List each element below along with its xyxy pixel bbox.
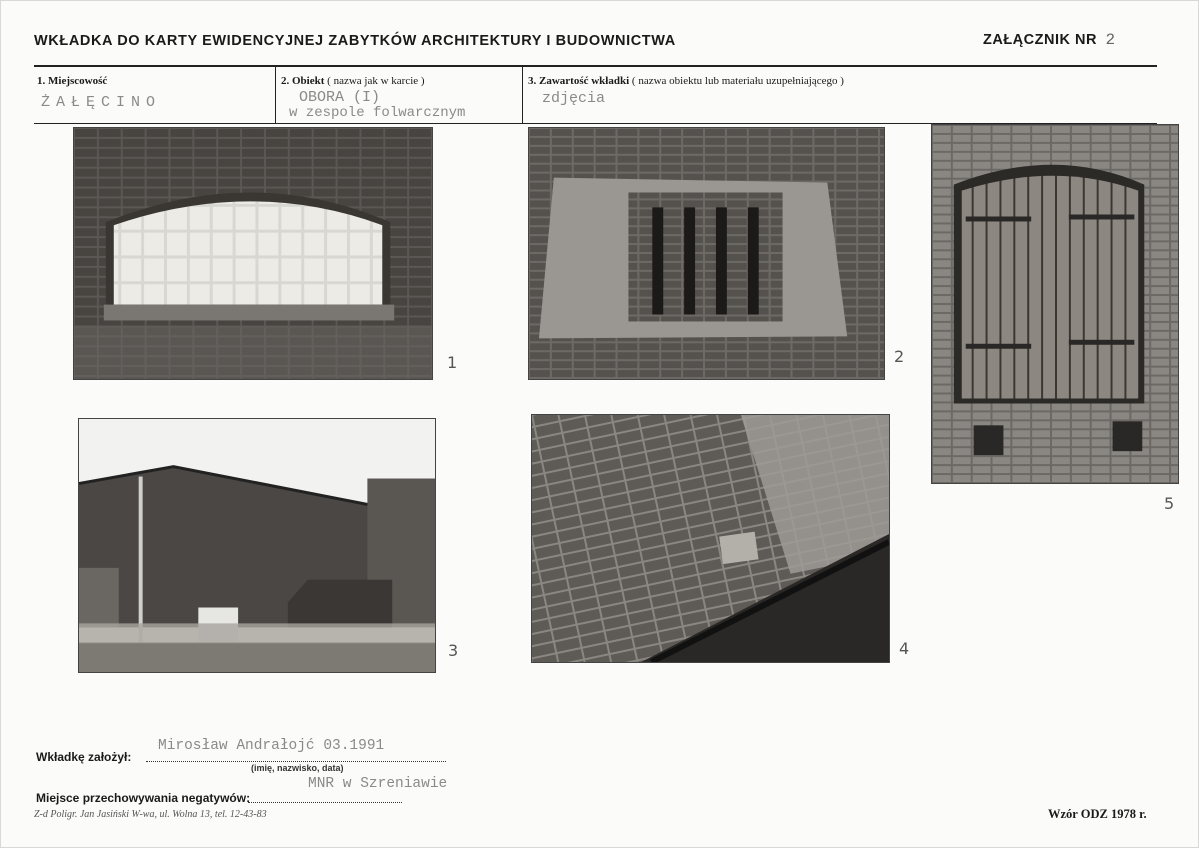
arched-window-photo — [73, 127, 433, 380]
negatives-dotted-line — [248, 802, 402, 803]
photo-number-4: 4 — [899, 639, 910, 658]
contents-value: zdjęcia — [542, 90, 606, 107]
photo-number-3: 3 — [448, 641, 459, 660]
photo-number-5: 5 — [1164, 494, 1175, 513]
created-by-value: Mirosław Andrałojć 03.1991 — [158, 738, 385, 754]
locality-label-text: 1. Miejscowość — [37, 75, 108, 87]
object-label-text: 2. Obiekt — [281, 75, 325, 87]
created-by-dotted-line — [146, 761, 446, 762]
object-label — [281, 75, 425, 87]
contents-label-text: 3. Zawartość wkładki — [528, 75, 630, 87]
annex-label — [983, 31, 1116, 49]
column-divider-1 — [275, 67, 276, 123]
sheet-title: WKŁADKA DO KARTY EWIDENCYJNEJ ZABYTKÓW ARCHITEKTURY I BUDOWNICTWA — [34, 33, 676, 49]
wooden-door-photo — [931, 124, 1179, 484]
contents-label — [528, 75, 844, 87]
photo-number-1: 1 — [447, 353, 458, 372]
barn-exterior-photo — [78, 418, 436, 673]
created-by-caption: (imię, nazwisko, data) — [251, 763, 344, 773]
negatives-location-value: MNR w Szreniawie — [308, 776, 448, 792]
created-by-label: Wkładkę założył: — [36, 750, 132, 764]
annex-label-text: ZAŁĄCZNIK NR — [983, 32, 1097, 48]
printer-imprint: Z-d Poligr. Jan Jasiński W-wa, ul. Wolna 13, tel. 12-43-83 — [34, 809, 267, 820]
table-top-rule — [34, 65, 1157, 67]
negatives-location-label: Miejsce przechowywania negatywów: — [36, 791, 251, 805]
annex-number: 2 — [1105, 31, 1116, 49]
brick-wall-detail-photo — [531, 414, 890, 663]
contents-label-note: ( nazwa obiektu lub materiału uzupełniającego ) — [631, 75, 844, 87]
object-value-line2: w zespole folwarcznym — [289, 105, 466, 121]
locality-value: ŻAŁĘCINO — [41, 94, 162, 111]
object-value-line1: OBORA (I) — [299, 89, 381, 106]
column-divider-2 — [522, 67, 523, 123]
photo-number-2: 2 — [894, 347, 905, 366]
locality-label — [37, 75, 107, 87]
blind-window-slits-photo — [528, 127, 885, 380]
object-label-note: ( nazwa jak w karcie ) — [327, 75, 425, 87]
form-model: Wzór ODZ 1978 r. — [1048, 807, 1147, 821]
